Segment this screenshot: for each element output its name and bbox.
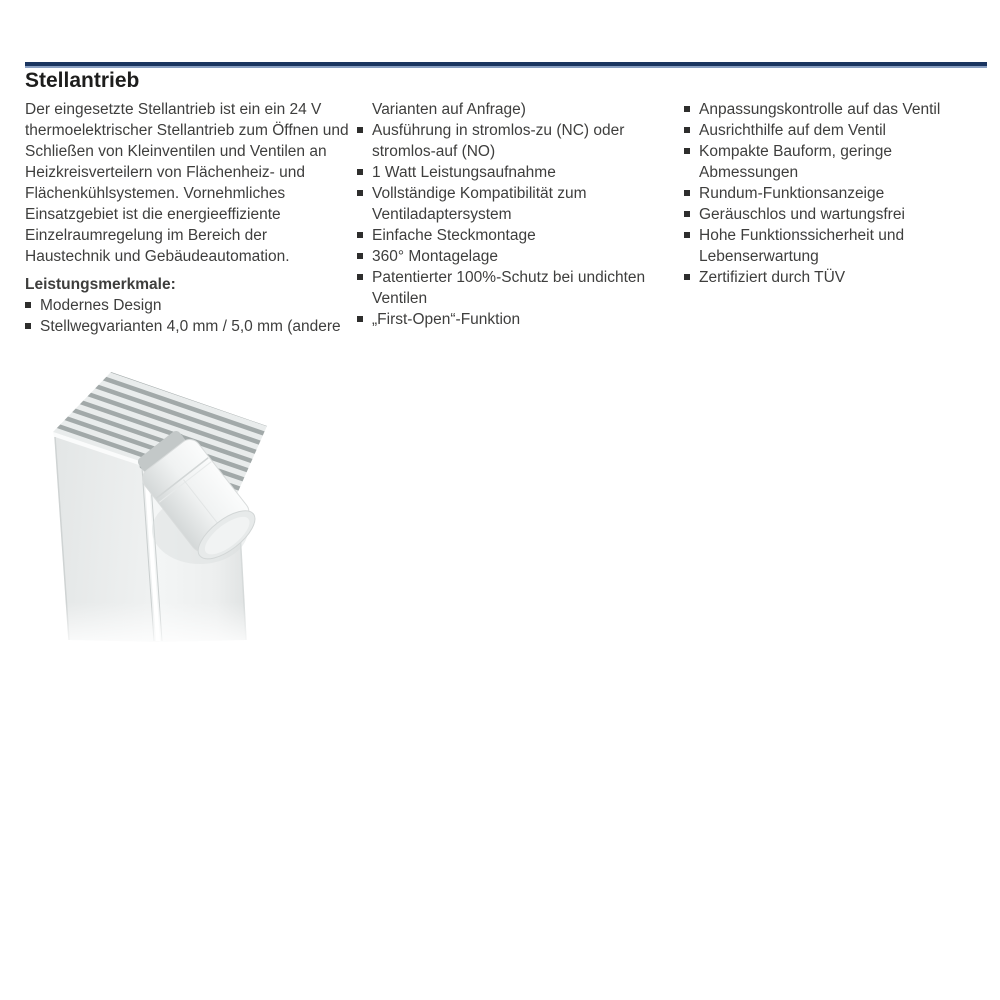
square-bullet-icon	[357, 232, 363, 238]
list-item	[357, 267, 663, 309]
list-item	[684, 183, 986, 204]
list-item	[357, 225, 663, 246]
list-item	[357, 120, 663, 162]
list-item-label: „First-Open“-Funktion	[372, 311, 521, 328]
square-bullet-icon	[25, 323, 31, 329]
accent-divider-rule	[25, 62, 987, 68]
list-item-label: Rundum-Funktionsanzeige	[699, 185, 885, 202]
square-bullet-icon	[684, 232, 690, 238]
list-item	[357, 309, 663, 330]
square-bullet-icon	[684, 211, 690, 217]
list-item	[25, 295, 355, 316]
square-bullet-icon	[684, 190, 690, 196]
features-heading: Leistungsmerkmale:	[25, 276, 176, 293]
wrapped-continuation-line: Varianten auf Anfrage)	[372, 101, 526, 118]
list-item	[684, 225, 986, 267]
square-bullet-icon	[357, 316, 363, 322]
list-item	[357, 162, 663, 183]
list-item-label: Ausrichthilfe auf dem Ventil	[699, 122, 886, 139]
list-item	[684, 99, 986, 120]
square-bullet-icon	[684, 274, 690, 280]
page-title: Stellantrieb	[25, 69, 140, 92]
list-item	[357, 246, 663, 267]
square-bullet-icon	[357, 127, 363, 133]
square-bullet-icon	[684, 106, 690, 112]
square-bullet-icon	[684, 127, 690, 133]
list-item-label: Anpassungskontrolle auf das Ventil	[699, 101, 941, 118]
list-item-label: Kompakte Bauform, geringe Abmessungen	[699, 143, 892, 181]
list-item-label: Zertifiziert durch TÜV	[699, 269, 846, 286]
list-item	[684, 141, 986, 183]
feature-list-column-2	[357, 120, 663, 330]
list-item	[25, 316, 355, 337]
list-item-label: Einfache Steckmontage	[372, 227, 536, 244]
list-item-label: 1 Watt Leistungsaufnahme	[372, 164, 556, 181]
text-column-2	[357, 99, 663, 330]
list-item	[357, 183, 663, 225]
intro-paragraph: Der eingesetzte Stellantrieb ist ein ein 24 V thermoelektrischer Stellantrieb zum Öffnen und Schließen von Kleinventilen und Ventilen an Heizkreisverteilern von Flächenheiz- und Flächenkühlsystemen. Vornehmliches Einsatzgebiet ist die energieeffiziente Einzelraumregelung im Bereich der Haustechnik und Gebäudeautomation.	[25, 101, 349, 265]
list-item-label: Vollständige Kompatibilität zum Ventiladaptersystem	[372, 185, 587, 223]
text-column-3	[684, 99, 986, 288]
square-bullet-icon	[357, 190, 363, 196]
product-photo	[25, 370, 340, 652]
feature-list-column-1	[25, 295, 355, 337]
list-item-label: 360° Montagelage	[372, 248, 498, 265]
list-item	[684, 120, 986, 141]
list-item-label: Stellwegvarianten 4,0 mm / 5,0 mm (andere	[40, 318, 341, 335]
square-bullet-icon	[357, 169, 363, 175]
text-column-1	[25, 99, 355, 337]
list-item-label: Ausführung in stromlos-zu (NC) oder stromlos-auf (NO)	[372, 122, 625, 160]
feature-list-column-3	[684, 99, 986, 288]
list-item	[684, 204, 986, 225]
square-bullet-icon	[357, 274, 363, 280]
square-bullet-icon	[25, 302, 31, 308]
radiator-with-actuator-illustration	[25, 370, 340, 652]
list-item	[684, 267, 986, 288]
list-item-label: Hohe Funktionssicherheit und Lebenserwartung	[699, 227, 905, 265]
square-bullet-icon	[357, 253, 363, 259]
list-item-label: Modernes Design	[40, 297, 162, 314]
list-item-label: Patentierter 100%-Schutz bei undichten Ventilen	[372, 269, 646, 307]
list-item-label: Geräuschlos und wartungsfrei	[699, 206, 905, 223]
square-bullet-icon	[684, 148, 690, 154]
